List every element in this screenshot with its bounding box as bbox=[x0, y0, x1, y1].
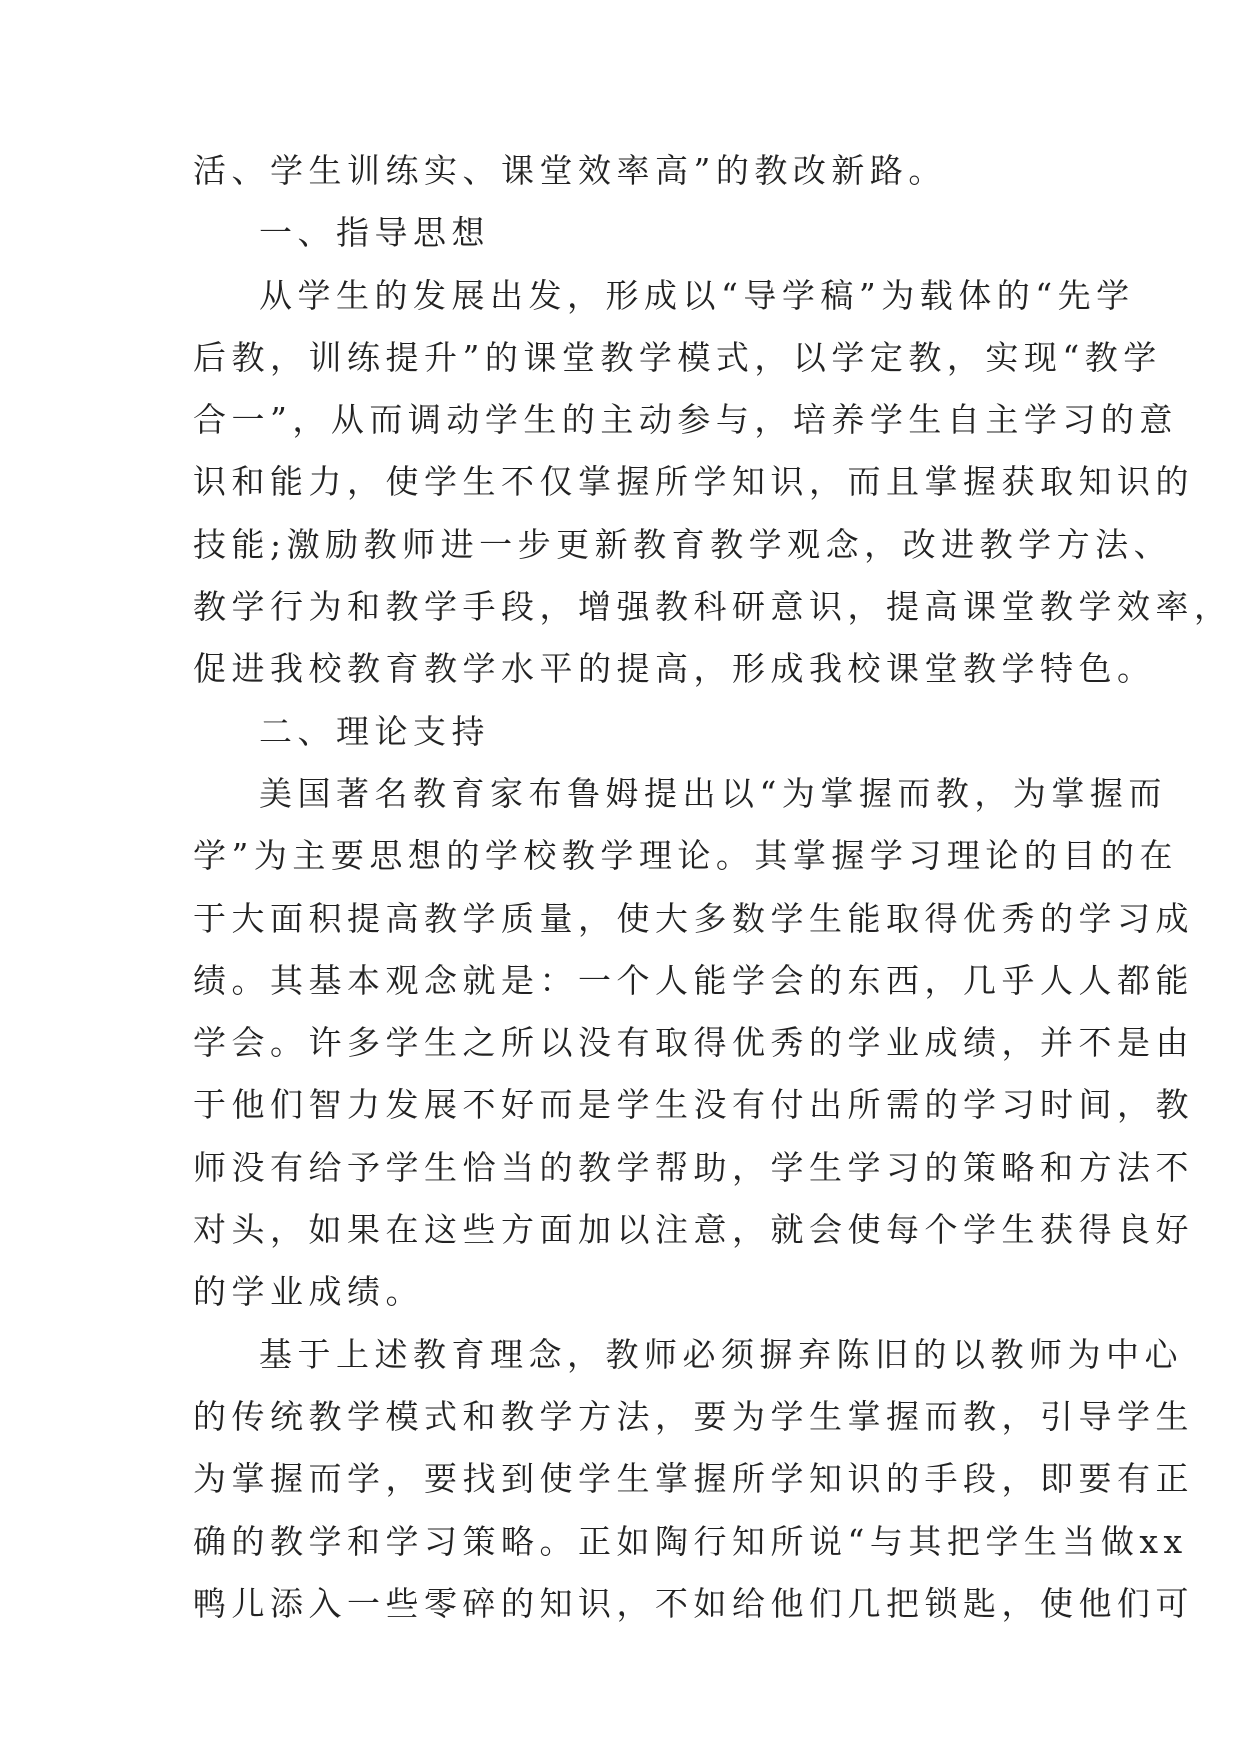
text-line: 从学生的发展出发，形成以“导学稿”为载体的“先学 bbox=[259, 275, 1135, 315]
text-line-continuation: 活、学生训练实、课堂效率高”的教改新路。 bbox=[193, 151, 947, 190]
text-line: 后教，训练提升”的课堂教学模式，以学定教，实现“教学 bbox=[193, 337, 1162, 377]
text-line: 师没有给予学生恰当的教学帮助，学生学习的策略和方法不 bbox=[193, 1147, 1194, 1187]
text-line: 于大面积提高教学质量，使大多数学生能取得优秀的学习成 bbox=[193, 898, 1194, 938]
text-line: 的学业成绩。 bbox=[193, 1272, 424, 1312]
text-line: 于他们智力发展不好而是学生没有付出所需的学习时间，教 bbox=[193, 1085, 1194, 1125]
section-heading-guiding-ideology: 一、指导思想 bbox=[259, 213, 490, 253]
text-line: 识和能力，使学生不仅掌握所学知识，而且掌握获取知识的 bbox=[193, 462, 1194, 502]
text-line: 合一”，从而调动学生的主动参与，培养学生自主学习的意 bbox=[193, 400, 1178, 440]
text-line: 鸭儿添入一些零碎的知识，不如给他们几把锁匙，使他们可 bbox=[193, 1583, 1194, 1623]
text-line: 确的教学和学习策略。正如陶行知所说“与其把学生当做xx bbox=[193, 1521, 1188, 1561]
text-line: 的传统教学模式和教学方法，要为学生掌握而教，引导学生 bbox=[193, 1396, 1194, 1436]
text-line: 技能;激励教师进一步更新教育教学观念，改进教学方法、 bbox=[193, 524, 1173, 564]
text-line: 学会。许多学生之所以没有取得优秀的学业成绩，并不是由 bbox=[193, 1023, 1194, 1063]
document-body bbox=[193, 140, 1233, 1635]
text-line: 学”为主要思想的学校教学理论。其掌握学习理论的目的在 bbox=[193, 836, 1178, 876]
text-line: 基于上述教育理念，教师必须摒弃陈旧的以教师为中心 bbox=[259, 1334, 1183, 1374]
text-line: 美国著名教育家布鲁姆提出以“为掌握而教，为掌握而 bbox=[259, 773, 1167, 813]
text-line: 教学行为和教学手段，增强教科研意识，提高课堂教学效率， bbox=[193, 587, 1233, 627]
text-line: 对头，如果在这些方面加以注意，就会使每个学生获得良好 bbox=[193, 1210, 1194, 1250]
text-line: 为掌握而学，要找到使学生掌握所学知识的手段，即要有正 bbox=[193, 1459, 1194, 1499]
text-line: 绩。其基本观念就是：一个人能学会的东西，几乎人人都能 bbox=[193, 960, 1194, 1000]
section-heading-theory-support: 二、理论支持 bbox=[259, 711, 490, 751]
text-line: 促进我校教育教学水平的提高，形成我校课堂教学特色。 bbox=[193, 649, 1156, 689]
